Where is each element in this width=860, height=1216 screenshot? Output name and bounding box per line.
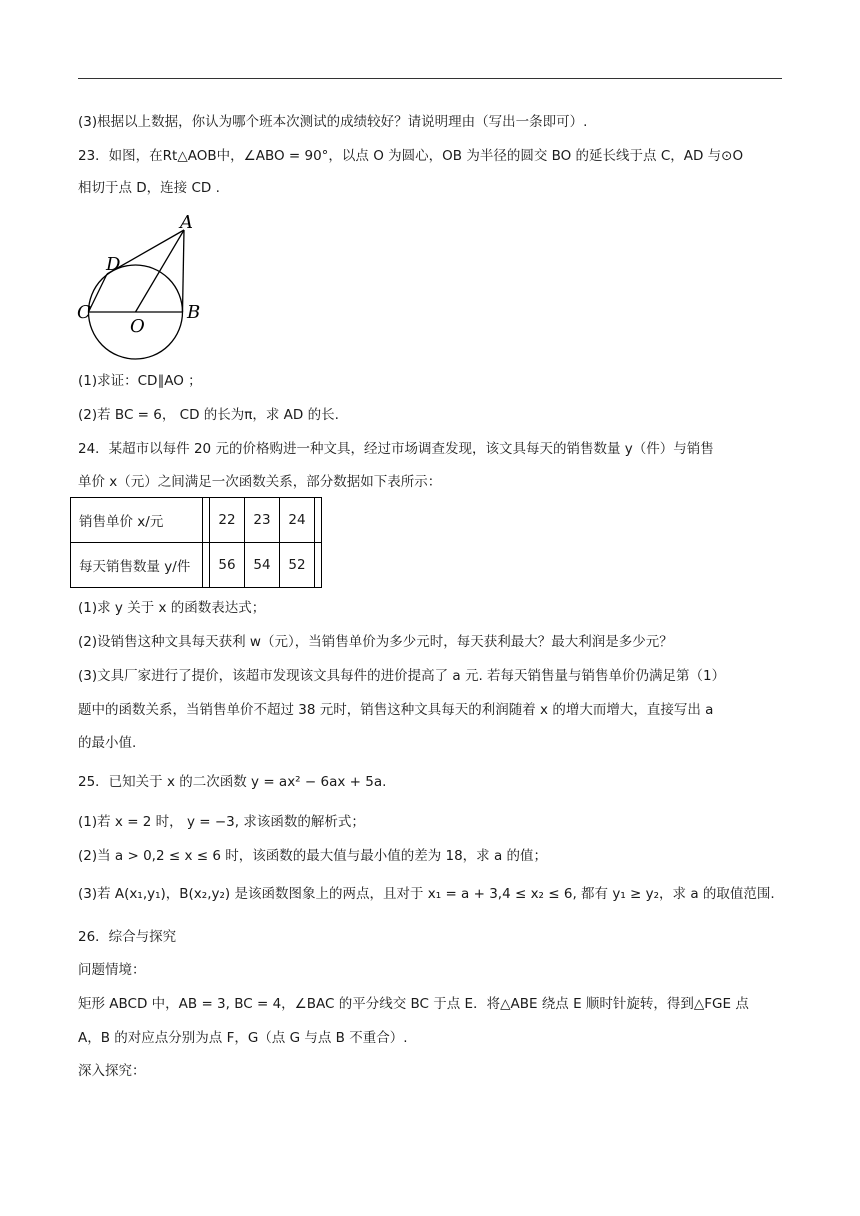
q26-line2: A，B 的对应点分别为点 F，G（点 G 与点 B 不重合）. — [78, 1030, 408, 1046]
q23-figure — [74, 208, 214, 368]
header-rule — [78, 78, 782, 79]
q24-part2: (2)设销售这种文具每天获利 w（元），当销售单价为多少元时，每天获利最大？最大利润是多少元？ — [78, 634, 673, 650]
q23-stem-line2: 相切于点 D，连接 CD . — [78, 180, 220, 196]
table-cell: 54 — [245, 543, 280, 588]
q22-part3: (3)根据以上数据，你认为哪个班本次测试的成绩较好？请说明理由（写出一条即可）. — [78, 114, 588, 130]
q26-title: 26．综合与探究 — [78, 929, 177, 945]
table-row — [71, 543, 322, 588]
table-cell: 56 — [210, 543, 245, 588]
label-b: B — [187, 302, 201, 323]
table-row — [71, 498, 322, 543]
label-o: O — [130, 316, 145, 337]
label-a: A — [180, 212, 193, 233]
table-cell: 23 — [245, 498, 280, 543]
q24-stem-line2: 单价 x（元）之间满足一次函数关系，部分数据如下表所示： — [78, 474, 442, 490]
empty-cell — [203, 543, 210, 588]
q24-part1: (1)求 y 关于 x 的函数表达式； — [78, 600, 266, 616]
row2-label: 每天销售数量 y/件 — [71, 543, 203, 588]
segment-ab — [183, 230, 185, 312]
row1-label: 销售单价 x/元 — [71, 498, 203, 543]
q25-stem: 25．已知关于 x 的二次函数 y = ax² − 6ax + 5a. — [78, 774, 387, 790]
q25-part2: (2)当 a > 0,2 ≤ x ≤ 6 时，该函数的最大值与最小值的差为 18，求 a 的值； — [78, 848, 548, 864]
q24-part3-line2: 题中的函数关系，当销售单价不超过 38 元时，销售这种文具每天的利润随着 x 的增大而增大，直接写出 a — [78, 702, 714, 718]
q24-data-table — [70, 497, 322, 588]
q25-part1: (1)若 x = 2 时， y = −3, 求该函数的解析式； — [78, 814, 365, 830]
q24-part3-line1: (3)文具厂家进行了提价，该超市发现该文具每件的进价提高了 a 元. 若每天销售量与销售单价仍满足第（1） — [78, 668, 726, 684]
q23-part1: (1)求证：CD∥AO ； — [78, 373, 202, 389]
table-cell: 22 — [210, 498, 245, 543]
empty-cell — [315, 543, 322, 588]
q24-part3-line3: 的最小值. — [78, 735, 137, 751]
empty-cell — [203, 498, 210, 543]
q26-subtitle1: 问题情境： — [78, 962, 146, 978]
q26-subtitle2: 深入探究： — [78, 1063, 146, 1079]
table-cell: 52 — [280, 543, 315, 588]
segment-cd — [89, 274, 108, 312]
q25-part3: (3)若 A(x₁,y₁)，B(x₂,y₂) 是该函数图象上的两点，且对于 x₁ = a + 3,4 ≤ x₂ ≤ 6, 都有 y₁ ≥ y₂，求 a 的取值范围. — [78, 886, 775, 902]
q26-line1: 矩形 ABCD 中，AB = 3, BC = 4，∠BAC 的平分线交 BC 于点 E．将△ABE 绕点 E 顺时针旋转，得到△FGE 点 — [78, 996, 749, 1012]
label-c: C — [77, 302, 91, 323]
q23-stem-line1: 23．如图，在Rt△AOB中，∠ABO = 90°，以点 O 为圆心，OB 为半径的圆交 BO 的延长线于点 C，AD 与⊙O — [78, 148, 744, 164]
table-cell: 24 — [280, 498, 315, 543]
segment-ao — [136, 230, 185, 312]
q23-part2: (2)若 BC = 6， CD 的长为π，求 AD 的长. — [78, 407, 339, 423]
empty-cell — [315, 498, 322, 543]
q24-stem-line1: 24．某超市以每件 20 元的价格购进一种文具，经过市场调查发现，该文具每天的销售数量 y（件）与销售 — [78, 441, 714, 457]
label-d: D — [106, 254, 121, 275]
